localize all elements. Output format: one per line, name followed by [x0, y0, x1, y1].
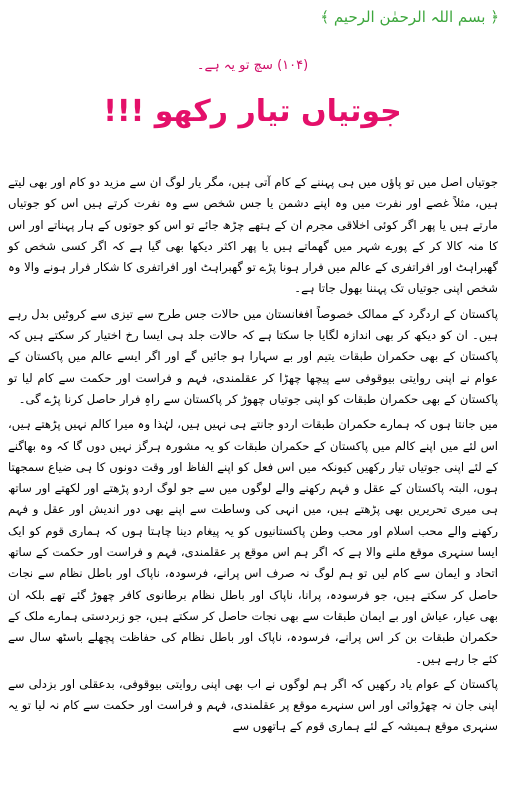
paragraph: جوتیاں اصل میں تو پاؤں میں ہی پہننے کے کام آتی ہیں، مگر یار لوگ ان سے مزید دو کام اور بھی لیتے ہیں، مثلاً غصے اور نفرت میں وہ اپنے دشمن یا جس شخص سے وہ نفرت کرتے ہیں اس کو جوتیاں مارتے ہیں یا پھر اگر کوئی اخلاقی مجرم ان کے ہتھے چڑھ جائے تو اس کو جوتوں کے ہار پہناتے اور اس کا منہ کالا کر کے پورے شہر میں گھماتے ہیں یا پھر اکثر دیکھا بھی گیا ہے کہ اگر کسی شخص کو گھبراہٹ اور افراتفری کے عالم میں فرار ہونا پڑے تو گھبراہٹ اور افراتفری کا شکار فرار ہونے والا وہ شخص اپنی جوتیاں تک پہننا بھول جاتا ہے۔ [8, 175, 498, 296]
column-subtitle: (۱۰۴) سچ تو یہ ہے۔ [196, 58, 309, 73]
paragraph: میں جانتا ہوں کہ ہمارے حکمران طبقات اردو جانتے ہی نہیں ہیں، لہٰذا وہ میرا کالم نہیں پڑھتے ہیں، اس لئے میں اپنے کالم میں پاکستان کے حکمران طبقات کو یہ مشورہ ہرگز نہیں دوں گا کہ وہ بھاگنے کے لئے اپنی جوتیاں تیار رکھیں کیونکہ میں اس فعل کو اپنے الفاظ اور وقت دونوں کا ہی ضیاع سمجھتا ہوں، البتہ پاکستان کے عقل و فہم رکھنے والے لوگوں میں سے جو لوگ اردو پڑھتے اور لکھتے اور ساتھ ہی میری تحریریں بھی پڑھتے ہیں، میں انہی کی وساطت سے اپنے بھی دور اندیش اور عقل و فہم رکھنے والے محب اسلام اور محب وطن پاکستانیوں کو یہ پیغام دینا چاہتا ہوں کہ ہماری قوم کو ایک ایسا سنہری موقع ملنے والا ہے کہ اگر ہم اس موقع پر عقلمندی، فہم و فراست اور حکمت کے ساتھ اتحاد و ایمان سے کام لیں تو ہم لوگ نہ صرف اس پرانے، فرسودہ، ناپاک اور باطل نظام سے نجات حاصل کر سکتے ہیں، جو فرسودہ، پرانا، ناپاک اور باطل نظام برطانوی کافر چھوڑ گئے تھے بلکہ ان بھی عیار، عیاش اور بے ایمان طبقات سے بھی نجات حاصل کر سکتے ہیں، جو زبردستی ہمارے ملک کے حکمران طبقات بن کر اس پرانے، فرسودہ، ناپاک اور باطل نظام کی حفاظت پچھلے باسٹھ سال سے کئے جا رہے ہیں۔ [8, 417, 498, 666]
article-body [8, 172, 498, 742]
page-title: جوتیاں تیار رکھو !!! [103, 94, 402, 129]
bismillah-heading: ﴿ بسم اللہ الرحمٰن الرحیم ﴾ [320, 8, 499, 26]
paragraph: پاکستان کے اردگرد کے ممالک خصوصاً افغانستان میں حالات جس طرح سے تیزی سے کروٹیں بدل رہے ہیں۔ ان کو دیکھ کر بھی اندازہ لگایا جا سکتا ہے کہ حالات جلد ہی ایسا رخ اختیار کر سکتے ہیں کہ پاکستان کے بھی حکمران طبقات یتیم اور بے سہارا ہو جائیں گے اور اگر ایسے عالم میں پاکستان کے عوام نے اپنی روایتی بیوقوفی سے پیچھا چھڑا کر عقلمندی، فہم و فراست اور حکمت سے کام لیا تو پاکستان کے بھی حکمران طبقات کو اپنی جوتیاں چھوڑ کر پاکستان سے راہِ فرار حاصل کرنا پڑے گی۔ [8, 306, 498, 406]
paragraph: پاکستان کے عوام یاد رکھیں کہ اگر ہم لوگوں نے اب بھی اپنی روایتی بیوقوفی، بدعقلی اور بزدلی سے اپنی جان نہ چھڑوائی اور اس سنہرے موقع پر عقلمندی، فہم و فراست اور حکمت سے کام نہ لیا تو یہ سنہری موقع ہمیشہ کے لئے ہماری قوم کے ہاتھوں سے [8, 676, 498, 734]
